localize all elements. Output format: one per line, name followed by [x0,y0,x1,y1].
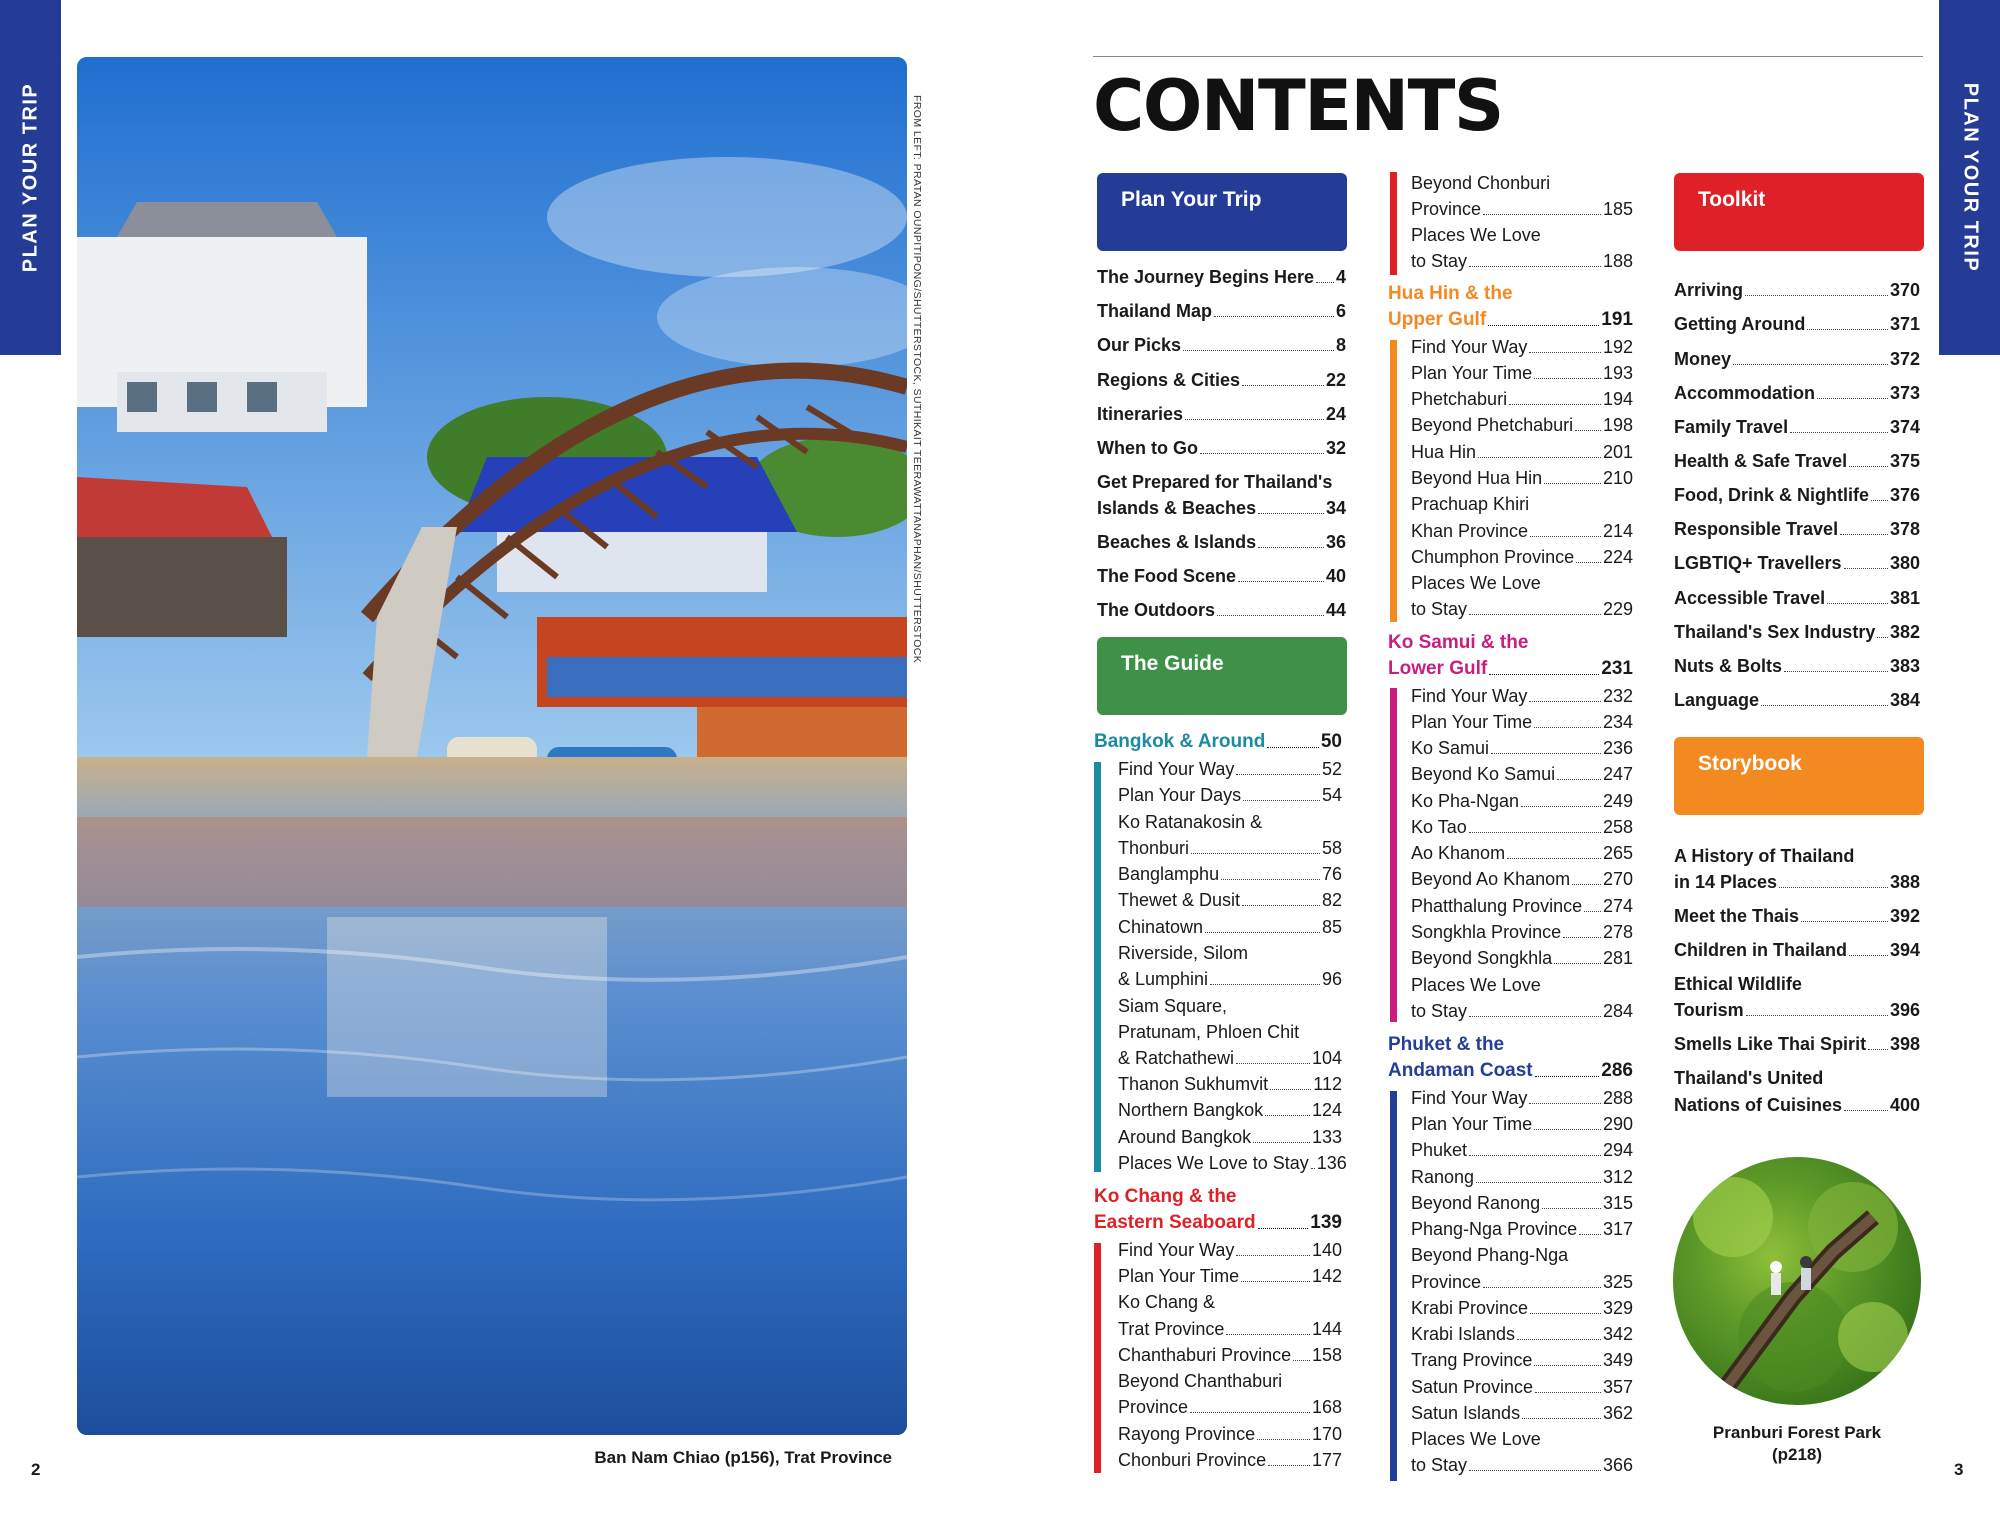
kochang-bar-cont [1390,172,1397,275]
toc-entry[interactable]: Getting Around 371 [1674,314,1920,334]
section-kochang-line1[interactable]: Ko Chang & the [1094,1186,1237,1207]
toc-entry[interactable]: Krabi Islands 342 [1411,1324,1633,1344]
toc-entry[interactable]: Khan Province 214 [1411,521,1633,541]
toc-entry[interactable]: Beyond Phetchaburi 198 [1411,415,1633,435]
toc-entry[interactable]: & Lumphini 96 [1118,969,1342,989]
toc-entry[interactable]: Beyond Ranong 315 [1411,1193,1633,1213]
toc-entry[interactable]: Thonburi 58 [1118,838,1342,858]
toc-entry-line1[interactable]: Get Prepared for Thailand's [1097,472,1333,492]
toc-entry[interactable]: to Stay 284 [1411,1001,1633,1021]
toc-entry[interactable]: Thewet & Dusit 82 [1118,890,1342,910]
toc-entry[interactable]: Phatthalung Province 274 [1411,896,1633,916]
toc-entry[interactable]: to Stay 188 [1411,251,1633,271]
storybook-heading: Storybook [1698,752,1802,775]
toc-entry[interactable]: Find Your Way 288 [1411,1088,1633,1108]
toc-entry[interactable]: Ko Pha-Ngan 249 [1411,791,1633,811]
toc-entry[interactable]: Chonburi Province 177 [1118,1450,1342,1470]
toc-entry[interactable]: Plan Your Time 142 [1118,1266,1342,1286]
toc-entry-line1[interactable]: Riverside, Silom [1118,943,1249,963]
toc-entry[interactable]: Province 185 [1411,199,1633,219]
toc-entry[interactable]: Phang-Nga Province 317 [1411,1219,1633,1239]
toc-entry[interactable]: Trang Province 349 [1411,1350,1633,1370]
toc-entry[interactable]: Responsible Travel 378 [1674,519,1920,539]
toc-entry[interactable]: Regions & Cities 22 [1097,370,1346,390]
toc-entry[interactable]: Find Your Way 52 [1118,759,1342,779]
section-kosamui-line1[interactable]: Ko Samui & the [1388,632,1529,653]
toc-entry-line1[interactable]: Places We Love [1411,1429,1541,1449]
phuket-bar [1390,1091,1397,1481]
toc-entry-line1[interactable]: Ethical Wildlife [1674,974,1802,994]
toc-entry[interactable]: Thanon Sukhumvit 112 [1118,1074,1342,1094]
side-tab-label: PLAN YOUR TRIP [19,82,42,273]
toc-entry[interactable]: The Outdoors 44 [1097,600,1346,620]
toc-entry-line1[interactable]: Siam Square, [1118,996,1228,1016]
toc-entry[interactable]: Nations of Cuisines 400 [1674,1095,1920,1115]
plan-your-trip-box [1097,173,1347,251]
toc-entry-line1[interactable]: A History of Thailand [1674,846,1855,866]
toc-entry[interactable]: Beyond Songkhla 281 [1411,948,1633,968]
toc-entry[interactable]: Thailand's Sex Industry 382 [1674,622,1920,642]
toc-entry-line1[interactable]: Ko Ratanakosin & [1118,812,1263,832]
toc-entry-line1[interactable]: Thailand's United [1674,1068,1824,1088]
toc-entry[interactable]: Plan Your Days 54 [1118,785,1342,805]
storybook-box [1674,737,1924,815]
side-tab-right [1939,0,2000,355]
the-guide-heading: The Guide [1121,652,1224,675]
toc-entry[interactable]: Chinatown 85 [1118,917,1342,937]
toc-entry[interactable]: Krabi Province 329 [1411,1298,1633,1318]
toc-entry[interactable]: Money 372 [1674,349,1920,369]
section-huahin-line1[interactable]: Hua Hin & the [1388,283,1513,304]
section-phuket[interactable]: Andaman Coast 286 [1388,1060,1633,1081]
toc-entry[interactable]: Tourism 396 [1674,1000,1920,1020]
the-guide-box [1097,637,1347,715]
toc-entry[interactable]: Chanthaburi Province 158 [1118,1345,1342,1365]
huahin-bar [1390,340,1397,622]
toc-entry[interactable]: Find Your Way 192 [1411,337,1633,357]
toc-entry[interactable]: in 14 Places 388 [1674,872,1920,892]
toc-entry[interactable]: Meet the Thais 392 [1674,906,1920,926]
toc-entry[interactable]: Satun Province 357 [1411,1377,1633,1397]
toc-entry[interactable]: Islands & Beaches 34 [1097,498,1346,518]
toc-entry[interactable]: Places We Love to Stay 136 [1118,1153,1347,1173]
section-kochang[interactable]: Eastern Seaboard 139 [1094,1212,1342,1233]
toc-entry[interactable]: Trat Province 144 [1118,1319,1342,1339]
toc-entry-line1[interactable]: Beyond Chanthaburi [1118,1371,1283,1391]
section-phuket-line1[interactable]: Phuket & the [1388,1034,1505,1055]
page-number-left: 2 [31,1460,41,1479]
toc-entry-line1[interactable]: Prachuap Khiri [1411,494,1530,514]
bangkok-bar [1094,762,1101,1172]
forest-park-caption: Pranburi Forest Park (p218) [1712,1423,1882,1464]
toc-entry[interactable]: Itineraries 24 [1097,404,1346,424]
section-kosamui[interactable]: Lower Gulf 231 [1388,658,1633,679]
toc-entry-line2[interactable]: Pratunam, Phloen Chit [1118,1022,1300,1042]
toc-entry[interactable]: LGBTIQ+ Travellers 380 [1674,553,1920,573]
toc-entry[interactable]: & Ratchathewi 104 [1118,1048,1342,1068]
photo-caption: Ban Nam Chiao (p156), Trat Province [594,1448,892,1467]
toc-entry-line1[interactable]: Places We Love [1411,975,1541,995]
toc-entry-line1[interactable]: Beyond Chonburi [1411,173,1551,193]
side-tab-left [0,0,61,355]
toc-entry-line1[interactable]: Beyond Phang-Nga [1411,1245,1569,1265]
plan-your-trip-heading: Plan Your Trip [1121,188,1262,211]
toc-entry[interactable]: Northern Bangkok 124 [1118,1100,1342,1120]
toc-entry[interactable]: Province 168 [1118,1397,1342,1417]
toc-entry[interactable]: Satun Islands 362 [1411,1403,1633,1423]
toc-entry[interactable]: Plan Your Time 290 [1411,1114,1633,1134]
toc-entry[interactable]: Find Your Way 140 [1118,1240,1342,1260]
toc-entry[interactable]: Plan Your Time 234 [1411,712,1633,732]
toc-entry[interactable]: Health & Safe Travel 375 [1674,451,1920,471]
side-tab-label: PLAN YOUR TRIP [1959,82,1982,273]
header-rule [1093,56,1923,57]
toc-entry[interactable]: Phetchaburi 194 [1411,389,1633,409]
toc-entry[interactable]: Around Bangkok 133 [1118,1127,1342,1147]
toc-entry[interactable]: When to Go 32 [1097,438,1346,458]
kochang-bar [1094,1243,1101,1473]
toc-entry[interactable]: Ko Tao 258 [1411,817,1633,837]
photo-credit: FROM LEFT: PRATAN OUNPITIPONG/SHUTTERSTOCK, SUTHIKAIT TEERAWATTANAPHAN/SHUTTERSTOCK [911,95,923,664]
toc-entry[interactable]: Banglamphu 76 [1118,864,1342,884]
toc-entry-line1[interactable]: Places We Love [1411,573,1541,593]
toolkit-heading: Toolkit [1698,188,1766,211]
toc-entry[interactable]: Language 384 [1674,690,1920,710]
toc-entry[interactable]: Smells Like Thai Spirit 398 [1674,1034,1920,1054]
forest-park-photo [1673,1157,1921,1405]
toc-entry[interactable]: Arriving 370 [1674,280,1920,300]
toc-entry-line1[interactable]: Ko Chang & [1118,1292,1216,1312]
toc-entry[interactable]: Our Picks 8 [1097,335,1346,355]
toc-entry[interactable]: Beyond Ko Samui 247 [1411,764,1633,784]
toc-entry[interactable]: Province 325 [1411,1272,1633,1292]
toc-entry[interactable]: to Stay 366 [1411,1455,1633,1475]
section-bangkok[interactable]: Bangkok & Around 50 [1094,731,1342,752]
toc-entry[interactable]: Accommodation 373 [1674,383,1920,403]
toc-entry[interactable]: Ko Samui 236 [1411,738,1633,758]
toc-entry[interactable]: Beaches & Islands 36 [1097,532,1346,552]
toc-entry[interactable]: Food, Drink & Nightlife 376 [1674,485,1920,505]
toc-entry[interactable]: Rayong Province 170 [1118,1424,1342,1444]
toc-entry[interactable]: Ranong 312 [1411,1167,1633,1187]
toc-entry[interactable]: Ao Khanom 265 [1411,843,1633,863]
toc-entry[interactable]: The Journey Begins Here 4 [1097,267,1346,287]
toc-entry[interactable]: to Stay 229 [1411,599,1633,619]
toc-entry[interactable]: Plan Your Time 193 [1411,363,1633,383]
harbour-photo [77,57,907,1435]
toc-entry[interactable]: Chumphon Province 224 [1411,547,1633,567]
toc-entry[interactable]: Nuts & Bolts 383 [1674,656,1920,676]
page-title: CONTENTS [1093,65,1503,147]
toc-entry[interactable]: Children in Thailand 394 [1674,940,1920,960]
toc-entry[interactable]: Beyond Ao Khanom 270 [1411,869,1633,889]
page-number-right: 3 [1954,1460,1964,1479]
toc-entry[interactable]: Family Travel 374 [1674,417,1920,437]
toc-entry[interactable]: Beyond Hua Hin 210 [1411,468,1633,488]
toc-entry[interactable]: Accessible Travel 381 [1674,588,1920,608]
toc-entry[interactable]: Songkhla Province 278 [1411,922,1633,942]
toc-entry[interactable]: Find Your Way 232 [1411,686,1633,706]
toc-entry[interactable]: The Food Scene 40 [1097,566,1346,586]
toc-entry[interactable]: Phuket 294 [1411,1140,1633,1160]
toolkit-box [1674,173,1924,251]
kosamui-bar [1390,688,1397,1022]
toc-entry-line1[interactable]: Places We Love [1411,225,1541,245]
toc-entry[interactable]: Hua Hin 201 [1411,442,1633,462]
toc-entry[interactable]: Thailand Map 6 [1097,301,1346,321]
section-huahin[interactable]: Upper Gulf 191 [1388,309,1633,330]
